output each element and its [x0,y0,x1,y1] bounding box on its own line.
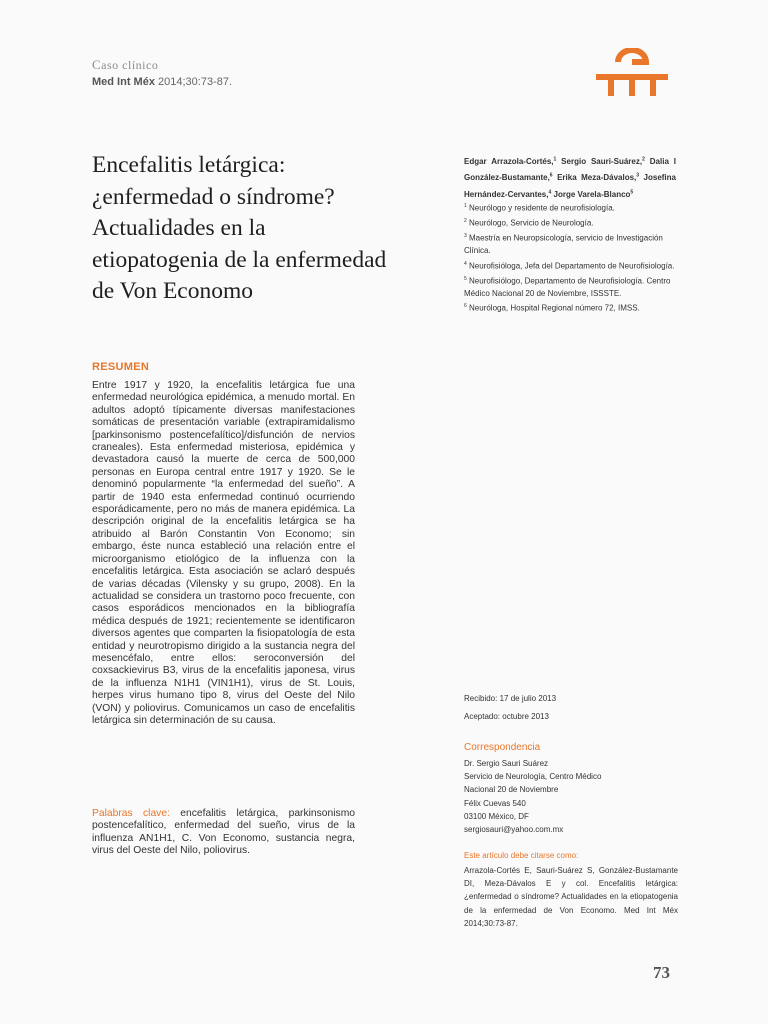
correspondence-line: Nacional 20 de Noviembre [464,785,559,795]
author: Erika Meza-Dávalos,$^3$ [552,172,640,183]
page-number: 73 [653,963,670,982]
received-date: Recibido: 17 de julio 2013 [464,694,557,703]
affiliation: $^5$ Neurofisiólogo, Departamento de Neurofisiología. Centro Médico Nacional 20 de Noviembre, ISSSTE. [464,275,671,298]
affiliation: $^1$ Neurólogo y residente de neurofisiología. [464,203,615,213]
author: Sergio Sauri-Suárez,$^2$ [556,156,645,166]
correspondence-line: Servicio de Neurología, Centro Médico [464,772,602,782]
correspondence-line: Félix Cuevas 540 [464,798,526,808]
running-header [92,57,232,88]
article-title: Encefalitis letárgica: ¿enfermedad o síndrome? Actualidades en la etiopatogenia de la enfermedad de Von Economo [92,152,387,304]
author: Dalia I González-Bustamante,$^6$ [464,156,677,183]
author: Jorge Varela-Blanco$^5$ [551,189,634,199]
correspondence-line: 03100 México, DF [464,811,529,821]
abstract-text: Entre 1917 y 1920, la encefalitis letárgica fue una enfermedad neurológica epidémica, a menudo mortal. En adultos adoptó típicamente diversas manifestaciones somáticas de presentación variable (extrapiramidalismo [parkinsonismo postencefalítico]/disfunción de nervios craneales). Esta enfermedad misteriosa, epidémica y devastadora causó la muerte de cerca de 500,000 personas en Europa central entre 1917 y 1920. Se le denominó popularmente “la enfermedad del sueño”. A partir de 1940 esta enfermedad continuó ocurriendo esporádicamente, pero no más de manera epidémica. La descripción original de la encefalitis letárgica se ha atribuido al Barón Constantin Von Economo; sin embargo, éste nunca estableció una relación entre el microorganismo etiológico de la influenza con la encefalitis letárgica. Esta asociación se aclaró después de varias décadas (Vilensky y su grupo, 2008). En la actualidad se considera un trastorno poco frecuente, con casos esporádicos mencionados en la bibliografía médica después de 1921; recientemente se identificaron diversos agentes que comparten la fisiopatología de esta entidad y neurotropismo dirigido a la sustancia negra del mesencéfalo, entre ellos: seroconversión del coxsackievirus B3, virus de la encefalitis japonesa, virus de la influenza N1H1 (VIN1H1), virus de St. Louis, herpes virus humano tipo 8, virus del Oeste del Nilo (VON) y poliovirus. Comunicamos un caso de encefalitis letárgica sin determinación de su causa. [92,380,355,726]
journal-logo-icon [596,48,668,98]
article-dates [464,694,556,730]
keywords-text: encefalitis letárgica, parkinsonismo postencefalítico, enfermedad del sueño, virus de la influenza AN1H1, C. Von Economo, sustancia negra, virus del Oeste del Nilo, poliovirus. [92,808,355,857]
author: Josefina Hernández-Cervantes,$^4$ [464,173,676,199]
correspondence-heading: Correspondencia [464,742,541,753]
journal-citation: Med Int Méx 2014;30:73-87. [92,76,233,88]
correspondence-line: Dr. Sergio Sauri Suárez [464,759,549,768]
section-label: Caso clínico [92,57,159,72]
keywords-label: Palabras clave: [92,808,170,819]
affiliation: $^3$ Maestría en Neuropsicología, servicio de Investigación Clínica. [464,233,663,256]
affiliation: $^4$ Neurofisióloga, Jefa del Departamento de Neurofisiología. [464,260,675,271]
affiliation: $^6$ Neuróloga, Hospital Regional número 72, IMSS. [464,303,640,313]
author: Edgar Arrazola-Cortés,$^1$ [464,156,557,166]
keywords [92,808,355,858]
abstract-heading: RESUMEN [92,361,150,373]
correspondence-address [464,757,676,836]
correspondence-email[interactable]: sergiosauri@yahoo.com.mx [464,825,564,835]
affiliation: $^2$ Neurólogo, Servicio de Neurología. [464,218,594,228]
author-list [464,152,676,202]
how-to-cite-heading: Este artículo debe citarse como: [464,851,579,860]
affiliation-list [464,200,676,315]
how-to-cite-text: Arrazola-Cortés E, Sauri-Suárez S, González-Bustamante DI, Meza-Dávalos E y col. Encefalitis letárgica: ¿enfermedad o síndrome? Actualidades en la etiopatogenia de la enfermedad de Von Economo. Med Int Méx 2014;30:73-87. [464,866,678,928]
accepted-date: Aceptado: octubre 2013 [464,712,549,721]
